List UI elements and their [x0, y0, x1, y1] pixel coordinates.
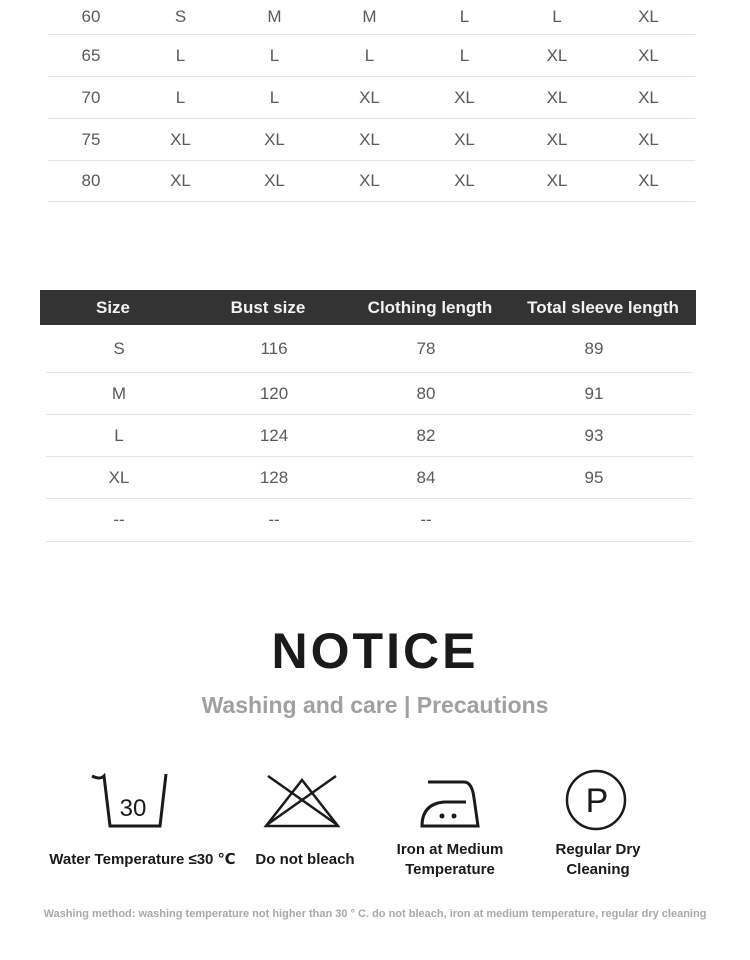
table-cell: XL [454, 171, 475, 190]
table-cell: L [114, 425, 124, 445]
table-cell: 82 [416, 425, 436, 445]
table-cell: 75 [81, 129, 101, 149]
table-cell: S [113, 338, 125, 358]
table-body [46, 325, 693, 542]
table-row [46, 457, 693, 499]
table-cell: XL [638, 7, 659, 26]
table-cell: L [552, 7, 562, 26]
table-cell: 120 [259, 383, 289, 403]
table-cell: XL [170, 171, 191, 190]
svg-text:30: 30 [119, 795, 147, 822]
table-header [40, 290, 696, 325]
table-cell: XL [546, 171, 568, 190]
dry-clean-p-icon [564, 768, 628, 837]
notice-subtitle: Washing and care | Precautions [201, 692, 549, 718]
do-not-bleach-icon [262, 772, 342, 835]
table-cell: XL [638, 87, 659, 107]
table-cell: 89 [584, 338, 604, 358]
care-label-bleach: Do not bleach [255, 851, 355, 868]
size-measurement-table [40, 290, 696, 542]
table-row [46, 415, 693, 457]
table-cell: L [459, 45, 470, 65]
wash-30-icon [90, 772, 170, 835]
table-cell: XL [359, 129, 380, 149]
table-cell: M [111, 383, 127, 403]
table-cell: 65 [81, 45, 101, 65]
table-cell: S [174, 7, 187, 26]
table-cell: XL [359, 87, 380, 107]
care-label-iron-line2: Temperature [405, 861, 495, 878]
table-cell: XL [638, 45, 659, 65]
care-label-iron-line1: Iron at Medium [396, 841, 504, 858]
table-row [48, 35, 695, 77]
table-cell: -- [420, 510, 432, 529]
table-cell: -- [113, 510, 125, 529]
table-cell: XL [454, 129, 475, 149]
care-label-dry-clean-line1: Regular Dry [555, 841, 641, 858]
table-cell: 84 [416, 467, 436, 487]
header-size: Size [95, 297, 131, 317]
table-row [48, 161, 695, 202]
svg-text:P: P [585, 782, 609, 820]
table-cell: XL [638, 171, 659, 190]
table-cell: M [362, 7, 377, 26]
table-cell: 116 [260, 338, 288, 358]
table-row [48, 0, 695, 35]
weight-size-table [48, 0, 695, 202]
table-cell: L [175, 45, 186, 65]
table-cell: 70 [81, 87, 101, 107]
table-cell: XL [264, 129, 285, 149]
table-cell: 80 [416, 383, 436, 403]
iron-medium-icon [418, 774, 482, 835]
table-cell: XL [359, 171, 380, 190]
table-cell: 95 [584, 467, 604, 487]
table-row [48, 77, 695, 119]
table-cell: L [269, 87, 280, 107]
table-cell: -- [268, 510, 280, 529]
washing-method-note: Washing method: washing temperature not higher than 30 ° C. do not bleach, iron at medium temperature, regular dry cleaning [43, 908, 707, 920]
table-cell: 93 [584, 425, 604, 445]
table-cell: XL [546, 87, 568, 107]
table-cell: XL [546, 45, 568, 65]
table-cell: L [364, 45, 375, 65]
table-row [48, 119, 695, 161]
table-cell: XL [170, 129, 191, 149]
header-clothing-length: Clothing length [367, 297, 493, 317]
care-label-dry-clean-line2: Cleaning [566, 861, 630, 878]
table-cell: 80 [81, 171, 101, 190]
table-cell: XL [454, 87, 475, 107]
table-cell: 60 [81, 7, 101, 26]
table-cell: XL [264, 171, 285, 190]
table-cell: 91 [584, 383, 604, 403]
table-cell: L [175, 87, 186, 107]
header-bust-size: Bust size [230, 297, 306, 317]
table-row [46, 373, 693, 415]
table-row [46, 499, 693, 542]
table-cell: XL [108, 467, 130, 487]
table-cell: XL [546, 129, 568, 149]
table-cell: M [267, 7, 282, 26]
table-cell: 78 [416, 338, 436, 358]
table-cell: L [269, 45, 280, 65]
care-label-iron [380, 840, 520, 880]
table-cell: L [459, 7, 470, 26]
notice-title: NOTICE [271, 623, 479, 679]
table-cell: 124 [259, 425, 289, 445]
table-cell: XL [638, 129, 659, 149]
table-cell: 128 [259, 467, 289, 487]
care-label-dry-clean [528, 840, 668, 880]
table-row [46, 325, 693, 373]
header-total-sleeve-length: Total sleeve length [527, 297, 679, 317]
care-label-wash: Water Temperature ≤30 ℃ [49, 851, 236, 868]
